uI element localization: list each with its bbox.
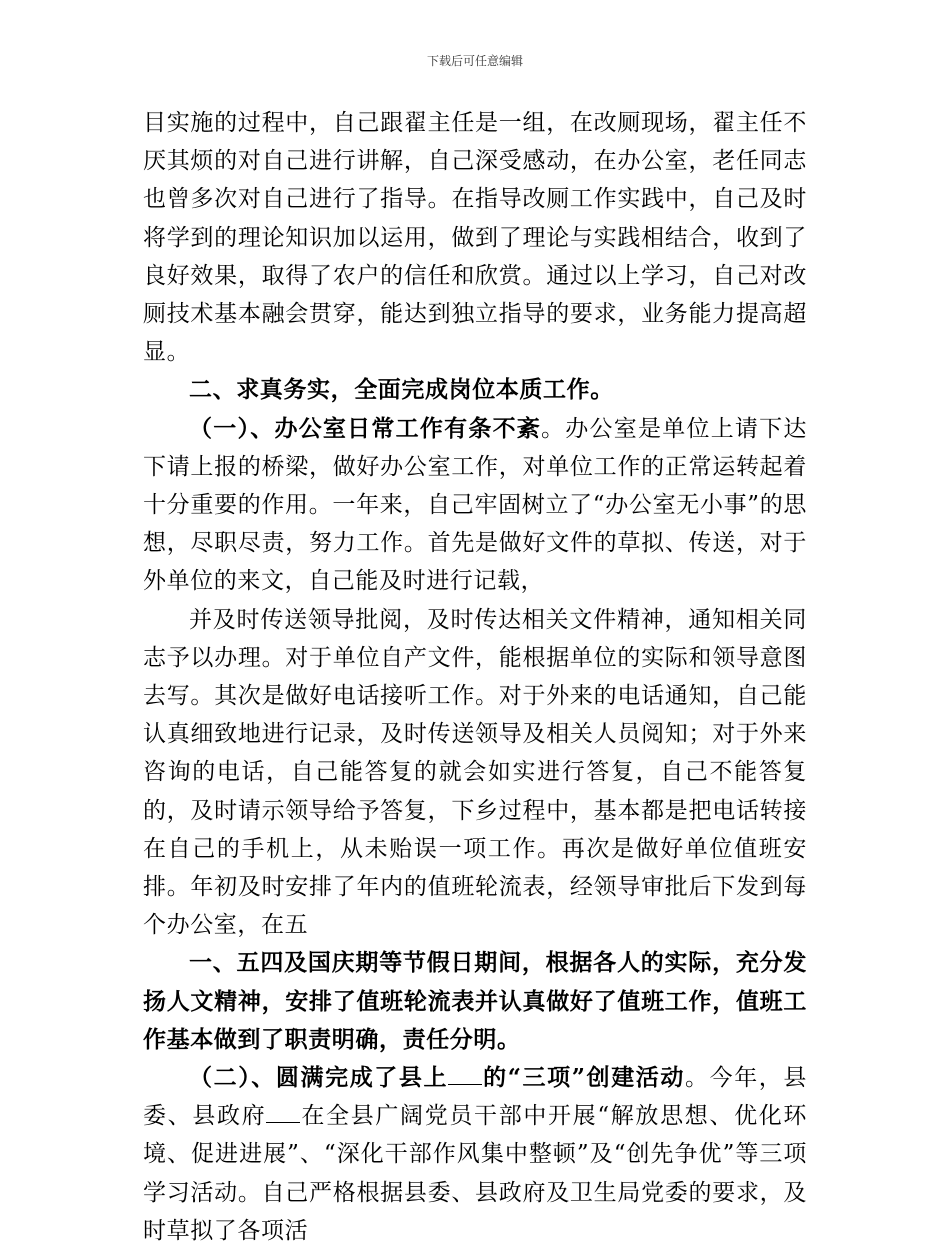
paragraph-three-activities-text-a: 。今年，县委、县政府 xyxy=(143,1065,808,1130)
document-body xyxy=(143,104,807,1250)
page-header: 下载后可任意编辑 xyxy=(426,54,523,68)
paragraph-holiday-duty: 一、五四及国庆期等节假日期间，根据各人的实际，充分发扬人文精神，安排了值班轮流表并认真做好了值班工作，值班工作基本做到了职责明确，责任分明。 xyxy=(143,949,807,1053)
section-heading-2: 二、求真务实，全面完成岗位本质工作。 xyxy=(189,376,614,404)
subheading-2 xyxy=(189,1064,685,1091)
paragraph-office-work xyxy=(143,410,807,601)
paragraph-office-work-text: 。办公室是单位上请下达下请上报的桥梁，做好办公室工作，对单位工作的正常运转起着十分重要的作用。一年来，自己牢固树立了“办公室无小事”的思想，尽职尽责，努力工作。首先是做好文件的草拟、传送，对于外单位的来文，自己能及时进行记载， xyxy=(143,415,808,595)
blank-underline xyxy=(266,1100,300,1123)
paragraph-1: 目实施的过程中，自己跟翟主任是一组，在改厕现场，翟主任不厌其烦的对自己进行讲解，自己深受感动，在办公室，老任同志也曾多次对自己进行了指导。在指导改厕工作实践中，自己及时将学到的理论知识加以运用，做到了理论与实践相结合，收到了良好效果，取得了农户的信任和欣赏。通过以上学习，自己对改厕技术基本融会贯穿，能达到独立指导的要求，业务能力提高超显。 xyxy=(143,110,807,366)
paragraph-three-activities-text-b: 在全县广阔党员干部中开展“解放思想、优化环境、促进进展”、“深化干部作风集中整顿”及“创先争优”等三项学习活动。自己严格根据县委、县政府及卫生局党委的要求，及时草拟了各项活 xyxy=(143,1103,808,1244)
subheading-2-part-b: 的“三项”创建活动 xyxy=(482,1064,685,1092)
blank-underline xyxy=(448,1062,482,1085)
subheading-1: （一）、办公室日常工作有条不紊 xyxy=(189,414,542,442)
paragraph-three-activities xyxy=(143,1059,807,1250)
subheading-2-part-a: （二）、圆满完成了县上 xyxy=(189,1064,449,1092)
paragraph-office-detail: 并及时传送领导批阅，及时传达相关文件精神，通知相关同志予以办理。对于单位自产文件，能根据单位的实际和领导意图去写。其次是做好电话接听工作。对于外来的电话通知，自己能认真细致地进行记录，及时传送领导及相关人员阅知；对于外来咨询的电话，自己能答复的就会如实进行答复，自己不能答复的，及时请示领导给予答复，下乡过程中，基本都是把电话转接在自己的手机上，从未贻误一项工作。再次是做好单位值班安排。年初及时安排了年内的值班轮流表，经领导审批后下发到每个办公室，在五 xyxy=(143,606,807,939)
